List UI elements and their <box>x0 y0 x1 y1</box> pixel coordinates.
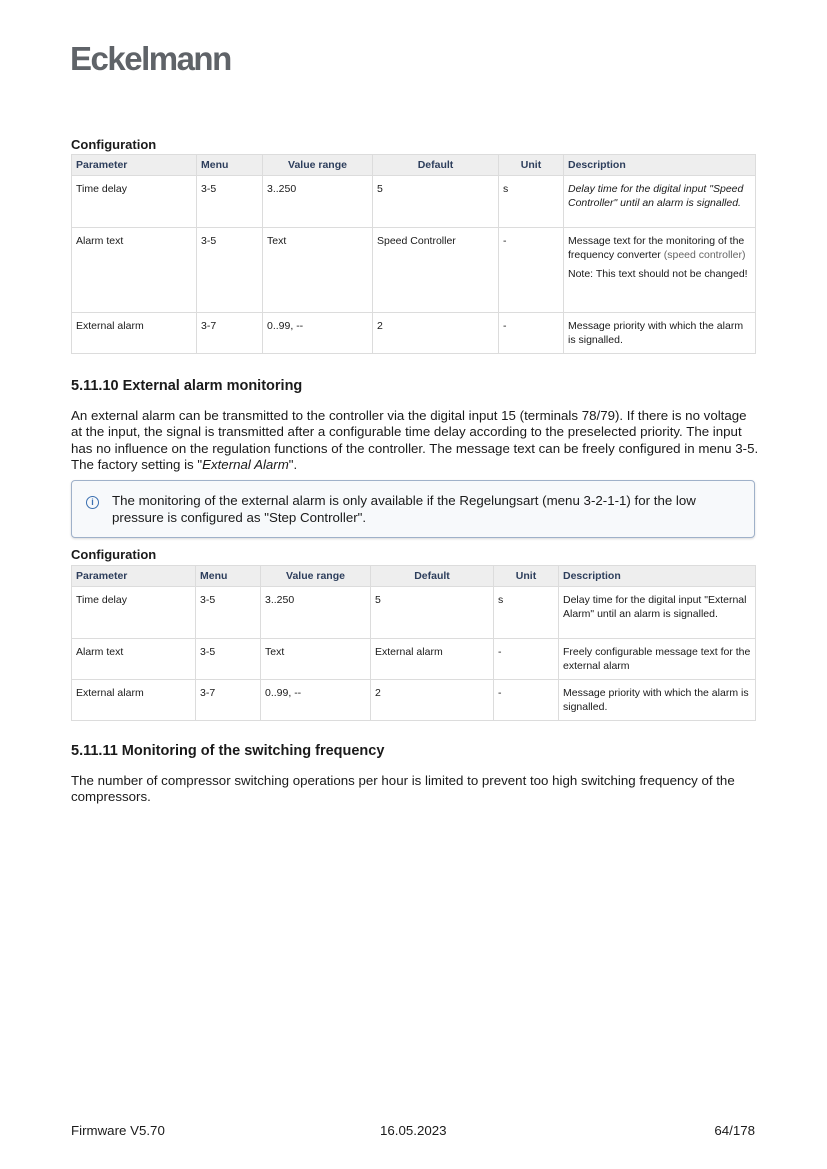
cell-unit: s <box>494 587 559 639</box>
section-heading: 5.11.11 Monitoring of the switching frequency <box>71 743 385 759</box>
table-row <box>72 639 756 680</box>
speed-controller-config-table <box>71 154 756 354</box>
cell-parameter: Alarm text <box>72 228 197 313</box>
cell-description <box>564 176 756 228</box>
table-header-row <box>72 155 756 176</box>
desc-text: Delay time for the digital input <box>568 183 707 195</box>
cell-range: 0..99, -- <box>263 313 373 354</box>
column-header: Menu <box>197 155 263 176</box>
cell-menu: 3-5 <box>196 587 261 639</box>
column-header: Unit <box>499 155 564 176</box>
desc-text: "Speed Controller" until an alarm is signalled. <box>568 183 744 209</box>
info-icon: i <box>86 496 99 509</box>
cell-range: Text <box>261 639 371 680</box>
desc-text: (speed controller) <box>663 248 746 261</box>
cell-unit: - <box>499 228 564 313</box>
paragraph-text: An external alarm can be transmitted to the controller via the digital input 15 (terminals 78/79). If there is no voltage at the input, the signal is transmitted after a configurable time delay according to the preselected priority. The input has no influence on the regulation functions of the controller. The message text can be freely configured in menu 3-5. The factory setting is " <box>71 408 759 472</box>
cell-description: Message priority with which the alarm is signalled. <box>564 313 756 354</box>
cell-range: 3..250 <box>261 587 371 639</box>
info-text: The monitoring of the external alarm is only available if the Regelungsart (menu 3-2-1-1) for the low pressure is configured as "Step Controller". <box>112 493 696 525</box>
cell-menu: 3-5 <box>197 176 263 228</box>
column-header: Default <box>373 155 499 176</box>
cell-unit: - <box>494 680 559 721</box>
cell-menu: 3-7 <box>197 313 263 354</box>
paragraph-emphasis: External Alarm <box>202 456 289 472</box>
cell-default: External alarm <box>371 639 494 680</box>
cell-unit: - <box>499 313 564 354</box>
cell-description <box>564 228 756 313</box>
cell-default: 2 <box>373 313 499 354</box>
cell-description: Freely configurable message text for the external alarm <box>559 639 756 680</box>
column-header: Menu <box>196 566 261 587</box>
column-header: Parameter <box>72 155 197 176</box>
configuration-heading: Configuration <box>71 547 157 562</box>
column-header: Description <box>564 155 756 176</box>
external-alarm-config-table <box>71 565 756 721</box>
cell-unit: s <box>499 176 564 228</box>
section-paragraph <box>71 408 761 473</box>
table-row <box>72 587 756 639</box>
cell-unit: - <box>494 639 559 680</box>
cell-menu: 3-7 <box>196 680 261 721</box>
table-header-row <box>72 566 756 587</box>
cell-default: 5 <box>373 176 499 228</box>
cell-default: Speed Controller <box>373 228 499 313</box>
column-header: Description <box>559 566 756 587</box>
footer-firmware: Firmware V5.70 <box>71 1123 165 1138</box>
section-paragraph: The number of compressor switching operations per hour is limited to prevent too high switching frequency of the compressors. <box>71 773 735 805</box>
eckelmann-logo: Eckelmann <box>70 40 231 77</box>
cell-parameter: External alarm <box>72 313 197 354</box>
column-header: Value range <box>263 155 373 176</box>
cell-menu: 3-5 <box>196 639 261 680</box>
column-header: Value range <box>261 566 371 587</box>
cell-description: Message priority with which the alarm is signalled. <box>559 680 756 721</box>
cell-parameter: Time delay <box>72 176 197 228</box>
cell-parameter: Alarm text <box>72 639 196 680</box>
column-header: Unit <box>494 566 559 587</box>
cell-description: Delay time for the digital input "External Alarm" until an alarm is signalled. <box>559 587 756 639</box>
cell-default: 5 <box>371 587 494 639</box>
table-row <box>72 313 756 354</box>
column-header: Parameter <box>72 566 196 587</box>
paragraph-text: ". <box>288 456 298 472</box>
desc-text: Message text for the monitoring of the frequency converter <box>568 235 745 261</box>
desc-note: Note: This text should not be changed! <box>568 268 748 280</box>
cell-parameter: Time delay <box>72 587 196 639</box>
cell-range: Text <box>263 228 373 313</box>
cell-menu: 3-5 <box>197 228 263 313</box>
cell-range: 3..250 <box>263 176 373 228</box>
table-row <box>72 228 756 313</box>
cell-parameter: External alarm <box>72 680 196 721</box>
table-row <box>72 680 756 721</box>
footer-page-number: 64/178 <box>714 1123 755 1138</box>
info-box <box>71 480 755 538</box>
column-header: Default <box>371 566 494 587</box>
cell-range: 0..99, -- <box>261 680 371 721</box>
configuration-heading: Configuration <box>71 137 157 152</box>
cell-default: 2 <box>371 680 494 721</box>
table-row <box>72 176 756 228</box>
footer-date: 16.05.2023 <box>380 1123 447 1138</box>
section-heading: 5.11.10 External alarm monitoring <box>71 378 303 394</box>
